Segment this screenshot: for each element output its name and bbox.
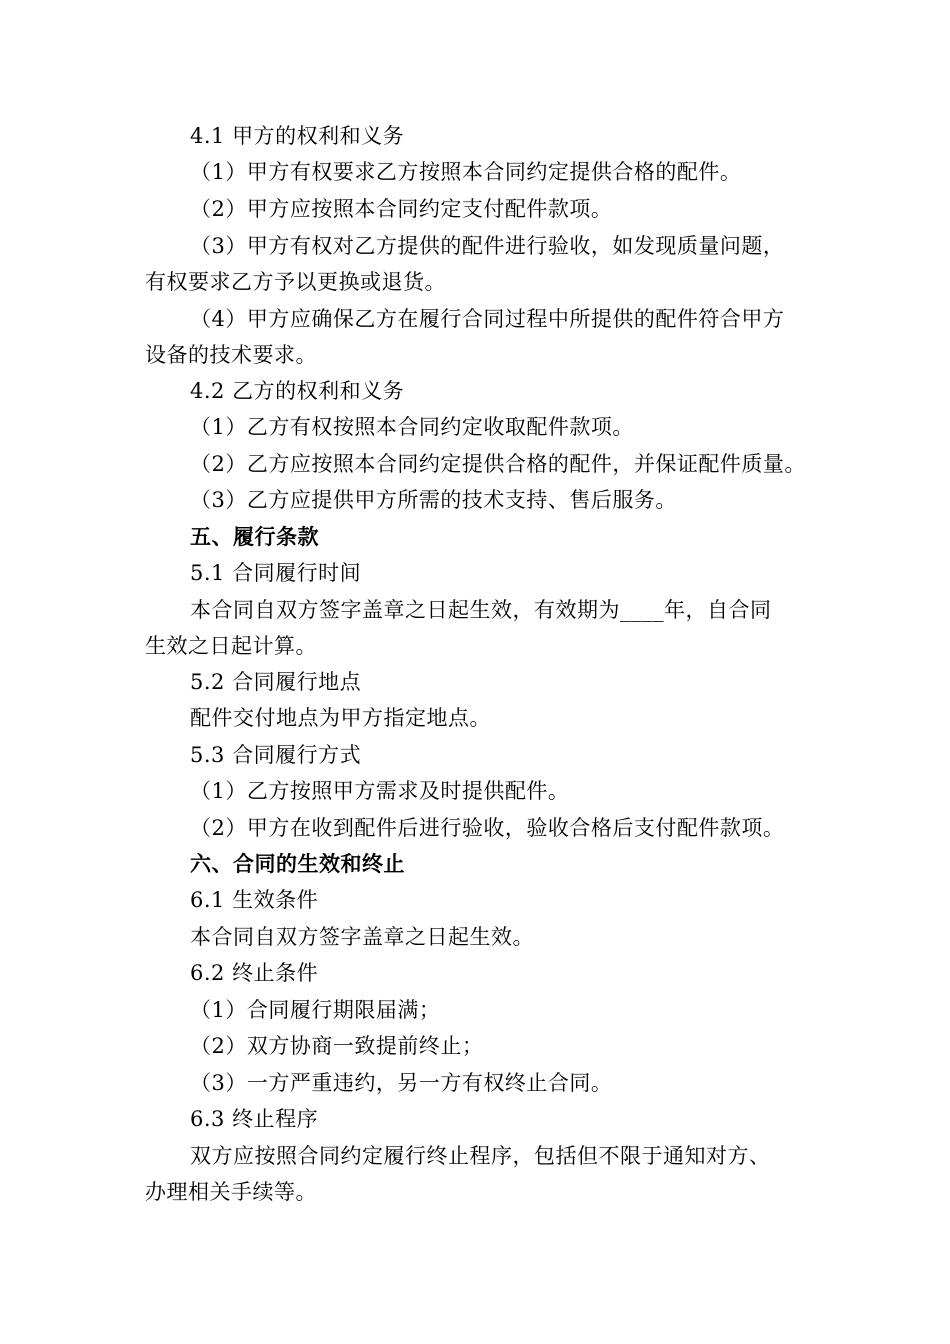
- list-item: （3）乙方应提供甲方所需的技术支持、售后服务。: [190, 488, 677, 512]
- section-heading-5: 五、履行条款: [190, 524, 319, 549]
- list-item: （2）乙方应按照本合同约定提供合格的配件，并保证配件质量。: [190, 452, 806, 476]
- subsection-title-6-2: 6.2 终止条件: [190, 961, 319, 985]
- list-item: （2）双方协商一致提前终止；: [190, 1034, 484, 1058]
- list-item: （3）一方严重违约，另一方有权终止合同。: [190, 1071, 613, 1095]
- list-item: （1）甲方有权要求乙方按照本合同约定提供合格的配件。: [190, 160, 742, 184]
- subsection-title-5-1: 5.1 合同履行时间: [190, 561, 362, 585]
- paragraph-continuation: 生效之日起计算。: [145, 634, 317, 658]
- paragraph: 本合同自双方签字盖章之日起生效。: [190, 925, 534, 949]
- subsection-title-6-3: 6.3 终止程序: [190, 1107, 319, 1131]
- subsection-title-4-1: 4.1 甲方的权利和义务: [190, 124, 405, 148]
- list-item: （2）甲方应按照本合同约定支付配件款项。: [190, 197, 613, 221]
- section-heading-6: 六、合同的生效和终止: [190, 851, 405, 876]
- list-item: （2）甲方在收到配件后进行验收，验收合格后支付配件款项。: [190, 816, 785, 840]
- paragraph: 配件交付地点为甲方指定地点。: [190, 706, 491, 730]
- list-item-continuation: 设备的技术要求。: [145, 343, 317, 367]
- paragraph: 双方应按照合同约定履行终止程序，包括但不限于通知对方、: [190, 1144, 771, 1168]
- list-item: （1）乙方有权按照本合同约定收取配件款项。: [190, 415, 634, 439]
- list-item: （1）合同履行期限届满；: [190, 998, 441, 1022]
- subsection-title-4-2: 4.2 乙方的权利和义务: [190, 379, 405, 403]
- list-item: （4）甲方应确保乙方在履行合同过程中所提供的配件符合甲方: [190, 307, 785, 331]
- subsection-title-6-1: 6.1 生效条件: [190, 888, 319, 912]
- list-item: （1）乙方按照甲方需求及时提供配件。: [190, 779, 570, 803]
- paragraph-continuation: 办理相关手续等。: [145, 1180, 317, 1204]
- list-item: （3）甲方有权对乙方提供的配件进行验收，如发现质量问题，: [190, 234, 785, 258]
- paragraph: 本合同自双方签字盖章之日起生效，有效期为____年，自合同: [190, 598, 772, 622]
- list-item-continuation: 有权要求乙方予以更换或退货。: [145, 270, 446, 294]
- subsection-title-5-2: 5.2 合同履行地点: [190, 670, 362, 694]
- subsection-title-5-3: 5.3 合同履行方式: [190, 743, 362, 767]
